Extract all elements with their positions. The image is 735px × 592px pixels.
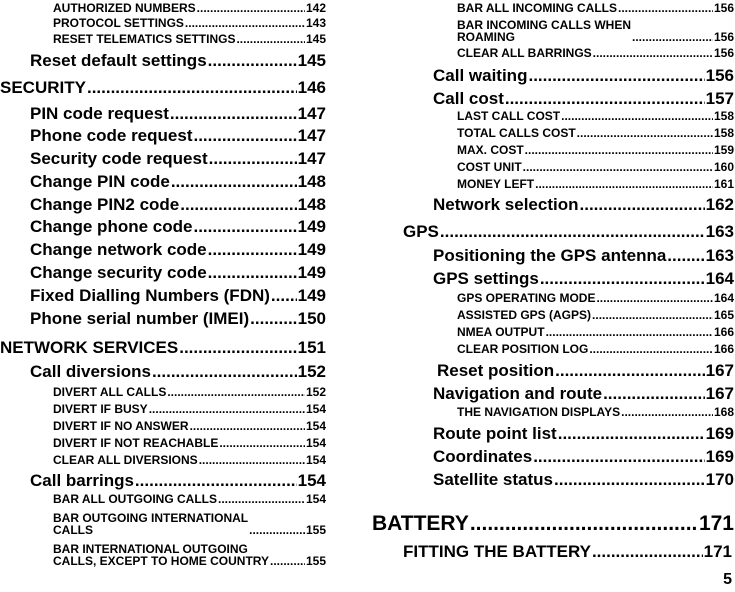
toc-entry[interactable] [30,360,326,380]
toc-entry[interactable] [372,508,734,534]
leader-dots [193,127,296,144]
toc-entry-page: 151 [297,338,326,357]
leader-dots [271,287,297,304]
leader-dots [208,264,297,281]
toc-entry[interactable] [403,540,732,560]
toc-entry-page: 154 [305,492,326,506]
leader-dots [185,17,305,29]
leader-dots [209,150,297,167]
toc-entry[interactable] [30,284,326,304]
toc-entry-page: 155 [305,554,326,568]
toc-entry-label: Change phone code [30,217,193,236]
leader-dots [667,247,704,264]
leader-dots [236,33,305,45]
toc-entry-label: Network selection [433,195,579,214]
toc-entry-label: Navigation and route [433,384,603,403]
toc-entry-page: 163 [705,222,734,241]
toc-entry[interactable] [437,359,734,379]
toc-entry-label: Phone code request [30,126,193,145]
leader-dots [577,127,713,139]
leader-dots [250,310,296,327]
toc-entry-page: 154 [305,419,326,433]
leader-dots [592,309,713,321]
toc-entry-label: Satellite status [433,470,553,489]
toc-entry-label: TOTAL CALLS COST [457,126,576,140]
toc-entry-label: PROTOCOL SETTINGS [53,16,184,30]
toc-entry[interactable] [433,244,734,264]
leader-dots [621,406,713,418]
toc-entry-page: 168 [713,405,734,419]
toc-entry-page: 164 [713,291,734,305]
toc-entry-page: 145 [297,51,326,70]
toc-entry-page: 154 [305,402,326,416]
toc-entry-label: SECURITY [0,78,86,97]
toc-entry-label: Positioning the GPS antenna [433,246,667,265]
leader-dots [589,343,713,355]
toc-entry[interactable] [457,125,734,139]
leader-dots [592,543,703,560]
toc-entry[interactable] [53,539,326,567]
leader-dots [440,223,705,240]
toc-entry-label: DIVERT IF NOT REACHABLE [53,436,219,450]
toc-entry-page: 157 [705,89,734,108]
leader-dots [270,555,305,567]
leader-dots [558,425,705,442]
leader-dots [528,67,704,84]
toc-entry[interactable] [457,142,734,156]
toc-entry-page: 164 [705,269,734,288]
toc-entry-label: Change PIN code [30,172,170,191]
toc-entry-label: GPS [403,222,439,241]
toc-entry-page: 143 [305,16,326,30]
toc-entry-page: 145 [305,32,326,46]
toc-entry[interactable] [53,508,326,536]
leader-dots [152,363,297,380]
toc-entry[interactable] [457,324,734,338]
leader-dots [197,2,305,14]
toc-entry[interactable] [53,14,326,29]
toc-entry-page: 149 [297,263,326,282]
toc-entry-page: 166 [713,342,734,356]
toc-entry-label: THE NAVIGATION DISPLAYS [457,405,621,419]
leader-dots [193,218,296,235]
toc-entry-page: 154 [305,453,326,467]
leader-dots [561,110,713,122]
toc-entry-page: 167 [705,384,734,403]
toc-entry[interactable] [0,76,326,96]
toc-entry-label: Reset position [437,361,555,380]
toc-entry[interactable] [30,307,326,327]
toc-entry-label: NMEA OUTPUT [457,325,545,339]
toc-entry-label: RESET TELEMATICS SETTINGS [53,32,236,46]
toc-entry[interactable] [53,452,326,466]
toc-entry[interactable] [403,220,734,240]
toc-entry-label: BAR INTERNATIONAL OUTGOING CALLS, EXCEPT TO HOME COUNTRY [53,542,270,568]
toc-entry-label: MONEY LEFT [457,177,535,191]
toc-entry[interactable] [433,87,734,107]
toc-entry[interactable] [30,49,326,69]
toc-entry-page: 152 [297,362,326,381]
toc-entry-label: CLEAR POSITION LOG [457,342,589,356]
toc-entry-page: 150 [297,309,326,328]
toc-entry[interactable] [457,15,734,43]
toc-entry-label: BAR ALL INCOMING CALLS [457,1,617,15]
toc-entry-label: Change network code [30,240,207,259]
toc-entry-label: Route point list [433,424,557,443]
leader-dots [593,47,713,59]
toc-entry-page: 149 [297,240,326,259]
toc-entry-label: Fixed Dialling Numbers (FDN) [30,286,270,305]
toc-entry[interactable] [53,401,326,415]
leader-dots [219,437,305,449]
toc-entry[interactable] [53,384,326,398]
toc-entry-page: 169 [705,447,734,466]
toc-entry-page: 158 [713,126,734,140]
toc-entry-label: BAR ALL OUTGOING CALLS [53,492,217,506]
toc-entry-page: 147 [297,126,326,145]
toc-entry[interactable] [457,159,734,173]
toc-entry-label: Reset default settings [30,51,207,70]
toc-entry-label: Coordinates [433,447,533,466]
leader-dots [208,241,297,258]
leader-dots [179,339,296,356]
toc-entry-label: BAR OUTGOING INTERNATIONAL CALLS [53,511,249,537]
toc-entry[interactable] [30,124,326,144]
toc-entry[interactable] [457,0,734,14]
leader-dots [87,79,297,96]
toc-entry-page: 162 [705,195,734,214]
toc-entry-page: 166 [713,325,734,339]
leader-dots [190,420,305,432]
toc-entry[interactable] [30,469,326,489]
toc-entry-label: CLEAR ALL DIVERSIONS [53,453,198,467]
toc-entry-label: Call barrings [30,471,134,490]
toc-entry-page: 158 [713,109,734,123]
toc-entry-page: 167 [705,361,734,380]
leader-dots [180,196,296,213]
toc-entry[interactable] [53,418,326,432]
leader-dots [523,161,713,173]
leader-dots [596,292,713,304]
leader-dots [580,196,705,213]
leader-dots [618,2,713,14]
toc-entry-page: 142 [305,1,326,15]
toc-entry-label: DIVERT IF NO ANSWER [53,419,189,433]
toc-entry-label: PIN code request [30,104,169,123]
leader-dots [135,472,297,489]
leader-dots [470,513,698,534]
toc-entry-page: 156 [713,1,734,15]
leader-dots [249,524,305,536]
toc-entry-label: GPS settings [433,269,539,288]
toc-entry-page: 156 [713,30,734,44]
toc-entry-label: Change PIN2 code [30,195,180,214]
toc-entry[interactable] [457,341,734,355]
toc-entry-label: Call cost [433,89,504,108]
toc-entry-label: Security code request [30,149,208,168]
toc-entry[interactable] [30,193,326,213]
toc-entry[interactable] [433,382,734,402]
toc-entry[interactable] [30,215,326,235]
toc-entry-page: 147 [297,149,326,168]
toc-entry-label: Phone serial number (IMEI) [30,309,250,328]
leader-dots [603,385,705,402]
leader-dots [533,448,704,465]
toc-entry[interactable] [30,170,326,190]
leader-dots [167,386,305,398]
toc-entry-page: 147 [297,104,326,123]
leader-dots [171,173,297,190]
leader-dots [535,178,713,190]
leader-dots [218,493,305,505]
toc-entry[interactable] [457,290,734,304]
toc-entry[interactable] [30,147,326,167]
leader-dots [505,90,705,107]
toc-entry-page: 169 [705,424,734,443]
toc-entry-page: 149 [297,286,326,305]
leader-dots [546,326,713,338]
toc-entry-label: BATTERY [372,512,469,535]
toc-entry[interactable] [433,64,734,84]
toc-entry[interactable] [53,491,326,505]
toc-entry[interactable] [53,435,326,449]
page-number: 5 [723,571,732,588]
toc-entry-label: BAR INCOMING CALLS WHEN ROAMING [457,18,631,44]
toc-entry-label: Call waiting [433,66,528,85]
toc-entry-label: AUTHORIZED NUMBERS [53,1,196,15]
toc-entry-page: 152 [305,385,326,399]
toc-entry-label: FITTING THE BATTERY [403,542,591,561]
toc-entry-page: 154 [297,471,326,490]
toc-entry[interactable] [30,261,326,281]
toc-entry-label: COST UNIT [457,160,522,174]
toc-entry[interactable] [457,176,734,190]
toc-entry-label: MAX. COST [457,143,524,157]
leader-dots [208,52,297,69]
toc-entry-label: DIVERT ALL CALLS [53,385,167,399]
toc-entry[interactable] [53,0,326,14]
toc-entry[interactable] [433,267,734,287]
toc-entry-page: 170 [705,470,734,489]
leader-dots [170,105,297,122]
toc-entry[interactable] [53,31,326,45]
toc-entry-page: 149 [297,217,326,236]
toc-entry-page: 161 [713,177,734,191]
toc-entry-page: 159 [713,143,734,157]
leader-dots [632,31,713,43]
toc-entry[interactable] [30,102,326,122]
toc-entry-page: 171 [698,512,734,535]
toc-entry[interactable] [457,108,734,122]
toc-entry[interactable] [30,238,326,258]
toc-entry-page: 160 [713,160,734,174]
toc-entry[interactable] [0,336,326,356]
toc-entry-page: 156 [705,66,734,85]
toc-entry-page: 156 [713,46,734,60]
toc-entry-label: Change security code [30,263,207,282]
toc-entry-label: GPS OPERATING MODE [457,291,596,305]
leader-dots [555,362,705,379]
toc-entry[interactable] [433,445,734,465]
leader-dots [554,471,705,488]
toc-entry[interactable] [433,468,734,488]
toc-entry[interactable] [433,193,734,213]
toc-entry[interactable] [433,422,734,442]
toc-entry[interactable] [457,45,734,59]
toc-entry-label: DIVERT IF BUSY [53,402,148,416]
toc-entry-label: NETWORK SERVICES [0,338,179,357]
toc-entry-page: 148 [297,172,326,191]
toc-entry-page: 148 [297,195,326,214]
leader-dots [149,403,305,415]
toc-entry[interactable] [457,307,734,321]
toc-entry-page: 165 [713,308,734,322]
toc-entry-page: 154 [305,436,326,450]
toc-entry-page: 163 [705,246,734,265]
toc-entry-label: Call diversions [30,362,151,381]
toc-entry-page: 146 [297,78,326,97]
leader-dots [199,454,305,466]
toc-entry-page: 171 [703,542,732,561]
toc-entry-label: CLEAR ALL BARRINGS [457,46,592,60]
toc-entry-label: LAST CALL COST [457,109,561,123]
toc-entry-page: 155 [305,523,326,537]
leader-dots [525,144,713,156]
leader-dots [540,270,705,287]
toc-entry[interactable] [457,404,734,418]
toc-entry-label: ASSISTED GPS (AGPS) [457,308,592,322]
